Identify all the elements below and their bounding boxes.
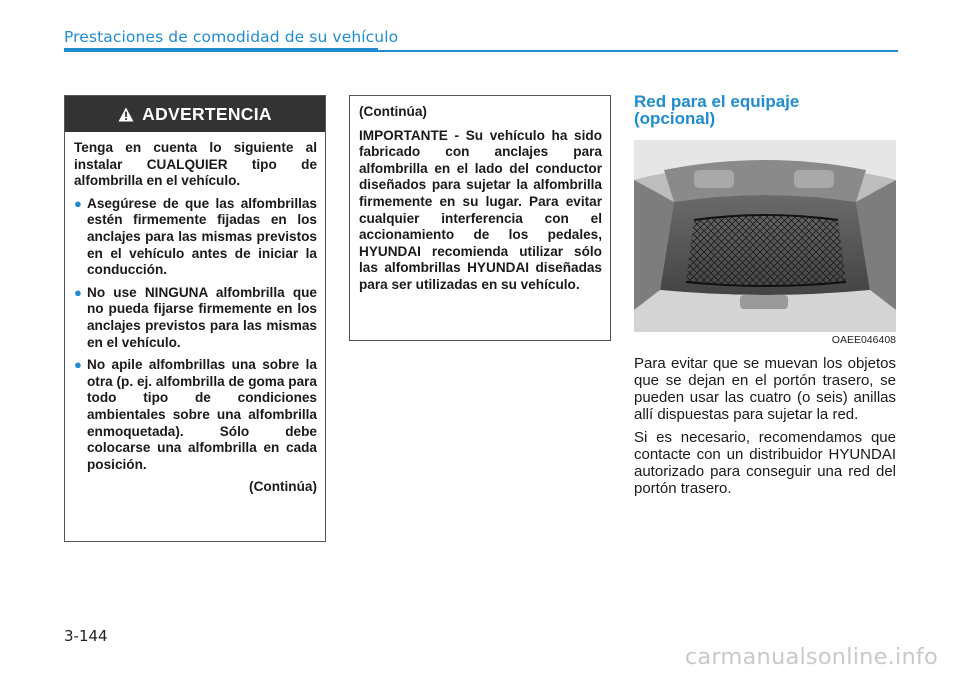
header-accent-bar [64, 48, 378, 52]
image-code: OAEE046408 [831, 334, 896, 346]
continuation-text: IMPORTANTE - Su vehículo ha sido fabricado con anclajes para alfombrilla en el lado del conductor diseñados para sujetar la alfombrilla firmemente en su lugar. Para evitar cualquier interferencia con el accionamiento de los pedales, HYUNDAI recomienda utilizar sólo las alfombrillas HYUNDAI diseñadas para ser utilizadas en su vehículo. [359, 127, 602, 292]
bullet-icon: ● [74, 284, 82, 300]
cargo-net-photo [634, 140, 896, 332]
page-number: 3-144 [64, 627, 108, 645]
section-title: Red para el equipaje (opcional) [634, 92, 800, 128]
body-paragraph: Si es necesario, recomendamos que contacte con un distribuidor HYUNDAI autorizado para conseguir una red del portón trasero. [634, 429, 896, 497]
body-paragraph: Para evitar que se muevan los objetos que se dejan en el portón trasero, se pueden usar las cuatro (o seis) anillas allí dispuestas para sujetar la red. [634, 355, 896, 423]
warning-triangle-icon [118, 107, 134, 122]
chapter-title: Prestaciones de comodidad de su vehículo [64, 28, 399, 46]
continuation-box [349, 95, 611, 341]
warning-item: ● No use NINGUNA alfombrilla que no pueda fijarse firmemente en los anclajes previstos para las mismas en el vehículo. [74, 284, 317, 350]
cargo-net-illustration [634, 140, 896, 332]
warning-box [64, 95, 326, 542]
warning-heading: ADVERTENCIA [142, 103, 272, 124]
section-body [634, 355, 896, 503]
warning-item: ● No apile alfombrillas una sobre la otra (p. ej. alfombrilla de goma para todo tipo de condiciones ambientales sobre una alfombrilla enmoquetada). Sólo debe colocarse una alfombrilla en cada posición. [74, 357, 317, 472]
bullet-icon: ● [74, 195, 82, 211]
warning-item: ● Asegúrese de que las alfombrillas estén firmemente fijadas en los anclajes para las mismas previstos en el vehículo antes de iniciar la conducción. [74, 195, 317, 278]
warning-header [65, 96, 325, 132]
continuation-label: (Continúa) [359, 104, 427, 119]
bullet-icon: ● [74, 357, 82, 373]
warning-list [74, 196, 317, 474]
warning-continued: (Continúa) [249, 479, 317, 495]
header-rule [378, 50, 898, 52]
watermark: carmanualsonline.info [684, 644, 938, 670]
warning-intro: Tenga en cuenta lo siguiente al instalar CUALQUIER tipo de alfombrilla en el vehículo. [74, 140, 317, 189]
